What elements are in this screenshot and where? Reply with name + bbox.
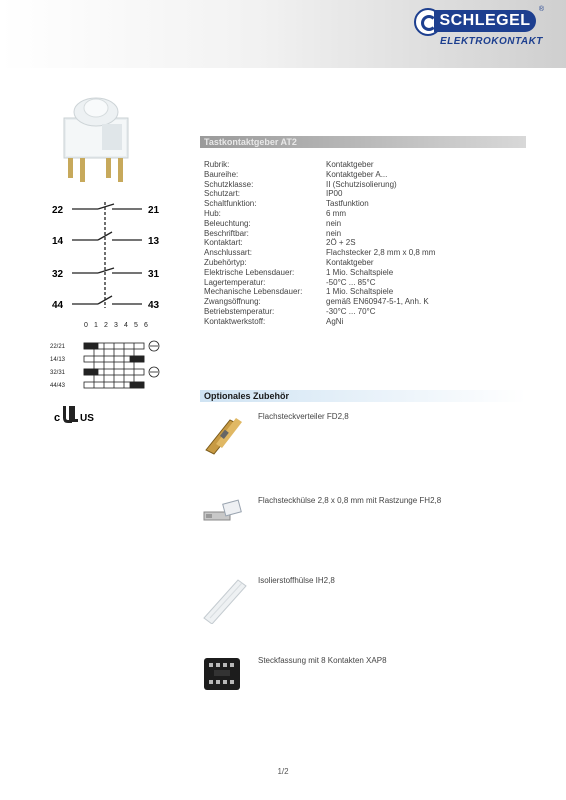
spec-value: II (Schutzisolierung) <box>326 179 397 189</box>
terminal-label: 14 <box>52 236 64 247</box>
spec-value: nein <box>326 228 342 238</box>
spec-value: IP00 <box>326 189 343 199</box>
spec-value: 2Ö + 2S <box>326 238 356 248</box>
spec-row <box>204 317 524 327</box>
scale-label: 5 <box>134 322 138 329</box>
spec-row <box>204 219 524 229</box>
spec-value: 1 Mio. Schaltspiele <box>326 287 394 297</box>
spec-label: Beschriftbar: <box>204 228 249 238</box>
spec-value: -50°C ... 85°C <box>326 277 376 287</box>
terminal-label: 31 <box>148 269 160 280</box>
cert-c-label: c <box>54 412 61 424</box>
registered-mark: ® <box>538 6 544 13</box>
accessory-item[interactable] <box>200 494 530 554</box>
cert-us-label: US <box>80 413 94 424</box>
terminal-label: 21 <box>148 205 160 216</box>
page-header <box>0 0 566 68</box>
accessory-label: Steckfassung mit 8 Kontakten XAP8 <box>258 656 387 665</box>
spec-row <box>204 180 524 190</box>
timing-row-label: 22/21 <box>50 344 66 350</box>
spec-value: 1 Mio. Schaltspiele <box>326 267 394 277</box>
spec-value: Flachstecker 2,8 mm x 0,8 mm <box>326 248 436 258</box>
product-photo <box>58 88 134 188</box>
spec-label: Kontaktwerkstoff: <box>204 316 266 326</box>
scale-label: 4 <box>124 322 128 329</box>
spec-label: Mechanische Lebensdauer: <box>204 287 303 297</box>
spec-value: 6 mm <box>326 208 346 218</box>
spec-value: Tastfunktion <box>326 199 369 209</box>
accessory-label: Flachsteckhülse 2,8 x 0,8 mm mit Rastzunge FH2,8 <box>258 496 442 505</box>
spec-value: Kontaktgeber <box>326 257 374 267</box>
spec-row <box>204 160 524 170</box>
logo-subtitle: ELEKTROKONTAKT <box>440 36 543 47</box>
spec-label: Anschlussart: <box>204 248 253 258</box>
spec-row <box>204 307 524 317</box>
spec-row <box>204 238 524 248</box>
spec-row <box>204 189 524 199</box>
spec-value: AgNi <box>326 316 344 326</box>
spec-label: Lagertemperatur: <box>204 277 266 287</box>
spec-value: Kontaktgeber <box>326 160 374 169</box>
spec-label: Kontaktart: <box>204 238 243 248</box>
spec-value: -30°C ... 70°C <box>326 306 376 316</box>
accessories-title-bar: Optionales Zubehör <box>200 390 526 402</box>
scale-label: 1 <box>94 322 98 329</box>
terminal-label: 32 <box>52 269 64 280</box>
timing-row-label: 44/43 <box>50 383 66 389</box>
wiring-diagram <box>48 196 164 332</box>
accessory-label: Flachsteckverteiler FD2,8 <box>258 412 349 421</box>
page-number: 1/2 <box>277 767 289 776</box>
spec-label: Zubehörtyp: <box>204 257 247 267</box>
schlegel-logo <box>414 6 544 54</box>
spec-label: Zwangsöffnung: <box>204 297 261 307</box>
socket-8-contacts-image <box>200 654 250 704</box>
flat-connector-sleeve-image <box>200 494 250 544</box>
spec-row <box>204 248 524 258</box>
spec-value: Kontaktgeber A... <box>326 169 388 179</box>
product-title-bar: Tastkontaktgeber AT2 <box>200 136 526 148</box>
spec-label: Schaltfunktion: <box>204 199 257 209</box>
spec-label: Beleuchtung: <box>204 218 251 228</box>
logo-text: SCHLEGEL <box>434 10 536 32</box>
spec-value: gemäß EN60947-5-1, Anh. K <box>326 297 429 307</box>
terminal-label: 43 <box>148 300 160 311</box>
scale-label: 0 <box>84 322 88 329</box>
spec-row <box>204 278 524 288</box>
spec-label: Schutzart: <box>204 189 241 199</box>
switching-diagram <box>48 318 168 398</box>
spec-value: nein <box>326 218 342 228</box>
spec-row <box>204 199 524 209</box>
scale-label: 6 <box>144 322 148 329</box>
spec-label: Rubrik: <box>204 160 230 169</box>
terminal-label: 44 <box>52 300 64 311</box>
spec-label: Elektrische Lebensdauer: <box>204 267 295 277</box>
spec-table <box>204 160 524 327</box>
spec-row <box>204 297 524 307</box>
spec-label: Schutzklasse: <box>204 179 254 189</box>
spec-row <box>204 229 524 239</box>
accessory-item[interactable] <box>200 574 530 634</box>
terminal-label: 13 <box>148 236 160 247</box>
spec-row <box>204 258 524 268</box>
scale-label: 3 <box>114 322 118 329</box>
timing-row-label: 14/13 <box>50 357 66 363</box>
spec-label: Baureihe: <box>204 169 239 179</box>
spec-row <box>204 287 524 297</box>
flat-connector-distributor-image <box>200 410 250 460</box>
insulating-sleeve-image <box>200 574 250 624</box>
spec-label: Hub: <box>204 208 221 218</box>
spec-row <box>204 170 524 180</box>
timing-row-label: 32/31 <box>50 370 66 376</box>
spec-row <box>204 209 524 219</box>
accessory-label: Isolierstoffhülse IH2,8 <box>258 576 335 585</box>
terminal-label: 22 <box>52 205 64 216</box>
accessory-item[interactable] <box>200 410 530 470</box>
spec-label: Betriebstemperatur: <box>204 306 275 316</box>
accessory-item[interactable] <box>200 654 530 714</box>
spec-row <box>204 268 524 278</box>
scale-label: 2 <box>104 322 108 329</box>
cul-us-mark-icon <box>54 402 94 426</box>
